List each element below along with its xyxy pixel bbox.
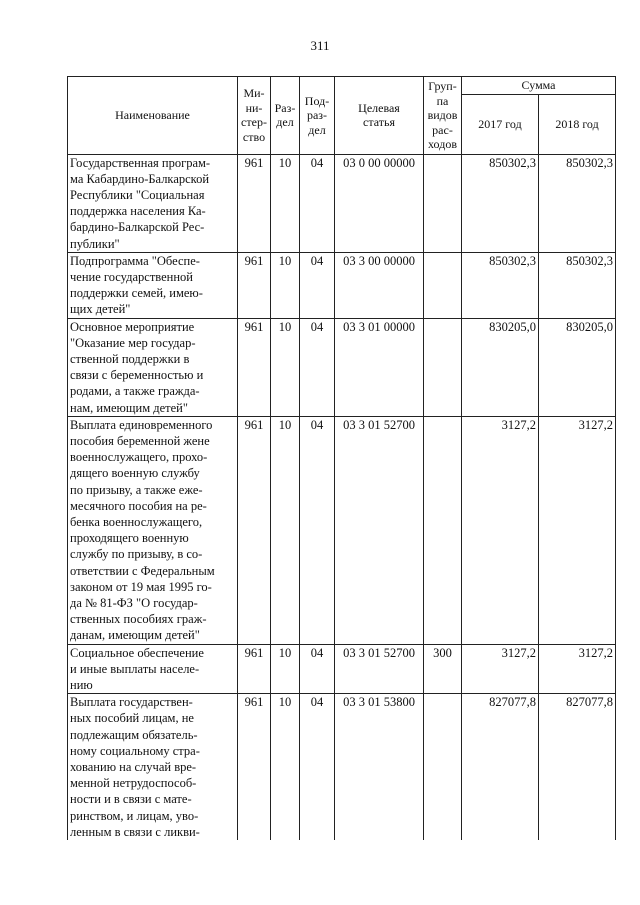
row-section: 10 [271,318,300,416]
row-sum-2018: 3127,2 [539,416,616,644]
row-sum-2017: 830205,0 [462,318,539,416]
table-row [68,416,616,644]
row-section: 10 [271,416,300,644]
row-sum-2018: 830205,0 [539,318,616,416]
row-name: Выплата единовременного пособия беременной жене военнослужащего, прохо- дящего военную службу по призыву, а также еже- месячного пособия на ре- бенка военнослужащего, проходящего военную службу по призыву, в со- ответствии с Федеральным законом от 19 мая 1995 го- да № 81-ФЗ "О государ- ственных пособиях граж- данам, имеющим детей" [68,416,238,644]
row-ministry: 961 [238,252,271,318]
row-subsection: 04 [300,644,335,694]
row-sum-2017: 3127,2 [462,416,539,644]
budget-table [67,76,616,840]
row-target: 03 3 01 53800 [335,694,424,840]
row-name: Подпрограмма "Обеспе- чение государственной поддержки семей, имею- щих детей" [68,252,238,318]
row-ministry: 961 [238,644,271,694]
row-target: 03 3 01 00000 [335,318,424,416]
row-subsection: 04 [300,252,335,318]
header-subsection: Под- раз- дел [300,77,335,155]
row-section: 10 [271,252,300,318]
row-sum-2017: 850302,3 [462,154,539,252]
row-subsection: 04 [300,154,335,252]
row-name: Выплата государствен- ных пособий лицам, не подлежащим обязатель- ному социальному стра- хованию на случай вре- менной нетрудоспособ- ности и в связи с мате- ринством, и лицам, уво- ленным в связи с ликви- [68,694,238,840]
row-subsection: 04 [300,694,335,840]
row-sum-2018: 850302,3 [539,252,616,318]
header-name: Наименование [68,77,238,155]
row-sum-2017: 3127,2 [462,644,539,694]
row-name: Государственная програм- ма Кабардино-Балкарской Республики "Социальная поддержка населения Ка- бардино-Балкарской Рес- публики" [68,154,238,252]
row-section: 10 [271,154,300,252]
row-target: 03 3 01 52700 [335,416,424,644]
row-section: 10 [271,644,300,694]
table-row [68,154,616,252]
table-row [68,694,616,840]
row-name: Социальное обеспечение и иные выплаты населе- нию [68,644,238,694]
row-ministry: 961 [238,416,271,644]
row-subsection: 04 [300,416,335,644]
row-group [424,252,462,318]
header-target: Целевая статья [335,77,424,155]
table-row [68,318,616,416]
row-sum-2018: 3127,2 [539,644,616,694]
row-ministry: 961 [238,154,271,252]
row-sum-2018: 850302,3 [539,154,616,252]
header-year-2017: 2017 год [462,94,539,154]
row-group [424,416,462,644]
row-group [424,694,462,840]
header-sum: Сумма [462,77,616,95]
row-group [424,318,462,416]
page-number: 311 [310,38,330,53]
row-ministry: 961 [238,318,271,416]
row-target: 03 3 01 52700 [335,644,424,694]
row-group [424,154,462,252]
row-subsection: 04 [300,318,335,416]
header-ministry: Ми- ни- стер- ство [238,77,271,155]
row-target: 03 0 00 00000 [335,154,424,252]
row-sum-2018: 827077,8 [539,694,616,840]
table-row [68,644,616,694]
header-section: Раз- дел [271,77,300,155]
row-ministry: 961 [238,694,271,840]
table-row [68,252,616,318]
row-target: 03 3 00 00000 [335,252,424,318]
row-name: Основное мероприятие "Оказание мер государ- ственной поддержки в связи с беременностью и родами, а также гражда- нам, имеющим детей" [68,318,238,416]
row-sum-2017: 827077,8 [462,694,539,840]
row-group: 300 [424,644,462,694]
header-group: Груп- па видов рас- ходов [424,77,462,155]
row-section: 10 [271,694,300,840]
row-sum-2017: 850302,3 [462,252,539,318]
header-year-2018: 2018 год [539,94,616,154]
